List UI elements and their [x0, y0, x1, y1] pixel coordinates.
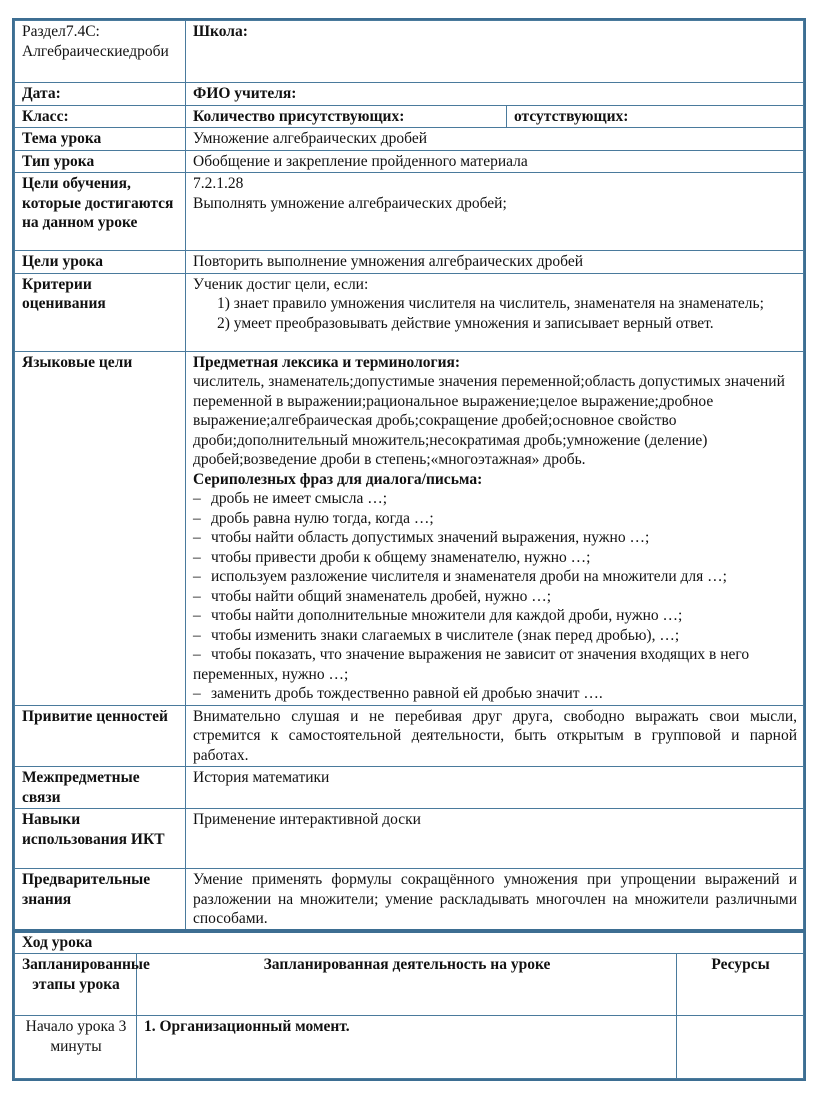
phrase-text: чтобы показать, что значение выражения не зависит от значения входящих в него переменных, нужно …;	[193, 646, 750, 683]
lesson-flow-title-row	[15, 931, 804, 954]
phrase-item	[193, 528, 797, 548]
lesson-goals-value: Повторить выполнение умножения алгебраических дробей	[186, 251, 804, 274]
dash-bullet-icon: –	[193, 529, 201, 546]
row-section	[15, 21, 804, 83]
row-ict	[15, 809, 804, 869]
lesson-plan-document	[14, 20, 803, 1079]
phrase-item	[193, 645, 797, 684]
criteria-cell	[186, 273, 804, 351]
row-date	[15, 83, 804, 106]
phrase-item	[193, 587, 797, 607]
date-label: Дата:	[15, 83, 186, 106]
absent-label: отсутствующих:	[507, 105, 804, 128]
dash-bullet-icon: –	[193, 646, 201, 663]
phrase-item	[193, 606, 797, 626]
interdisciplinary-value: История математики	[186, 767, 804, 809]
row-class	[15, 105, 804, 128]
phrase-item	[193, 509, 797, 529]
dash-bullet-icon: –	[193, 490, 201, 507]
criteria-item: 2) умеет преобразовывать действие умножения и записывает верный ответ.	[217, 314, 714, 332]
prior-knowledge-label: Предварительные знания	[15, 869, 186, 931]
ict-value: Применение интерактивной доски	[186, 809, 804, 869]
lesson-flow-header-row	[15, 954, 804, 1016]
column-header-stages: Запланированные этапы урока	[15, 954, 137, 1016]
activity-cell: 1. Организационный момент.	[137, 1016, 677, 1079]
criteria-label: Критерии оценивания	[15, 273, 186, 351]
row-language-goals	[15, 351, 804, 705]
phrase-item	[193, 489, 797, 509]
present-label: Количество присутствующих:	[186, 105, 507, 128]
language-goals-label: Языковые цели	[15, 351, 186, 705]
language-goals-cell	[186, 351, 804, 705]
phrase-text: чтобы изменить знаки слагаемых в числителе (знак перед дробью), …;	[211, 626, 680, 644]
phrase-text: дробь равна нулю тогда, когда …;	[211, 509, 434, 527]
learning-goals-cell	[186, 173, 804, 251]
lesson-flow-row	[15, 1016, 804, 1079]
phrase-item	[193, 567, 797, 587]
lesson-goals-label: Цели урока	[15, 251, 186, 274]
row-lesson-goals	[15, 251, 804, 274]
dash-bullet-icon: –	[193, 587, 201, 605]
criteria-item: 1) знает правило умножения числителя на числитель, знаменателя на знаменатель;	[217, 295, 764, 312]
vocab-text: числитель, знаменатель;допустимые значения переменной;область допустимых значений переменной в выражении;рациональное выражение;целое выражение;дробное выражение;алгебраическая дробь;сокращение дробей;основное свойство дроби;дополнительный множитель;несократимая дробь;умножение (деление) дробей;возведение дроби в степень;«многоэтажная» дробь.	[193, 373, 785, 468]
phrase-text: чтобы найти общий знаменатель дробей, нужно …;	[211, 587, 552, 605]
row-criteria	[15, 273, 804, 351]
type-value: Обобщение и закрепление пройденного материала	[186, 150, 804, 173]
learning-goals-label: Цели обучения, которые достигаются на данном уроке	[15, 173, 186, 251]
learning-goals-code: 7.2.1.28	[193, 175, 244, 192]
criteria-intro: Ученик достиг цели, если:	[193, 275, 369, 293]
phrases-list	[193, 489, 797, 704]
row-values	[15, 705, 804, 767]
dash-bullet-icon: –	[193, 509, 201, 527]
row-prior-knowledge	[15, 869, 804, 931]
dash-bullet-icon: –	[193, 548, 201, 566]
values-value: Внимательно слушая и не перебивая друг друга, свободно выражать свои мысли, стремится к самостоятельной деятельности, быть открытым в групповой и парной работах.	[186, 705, 804, 767]
phrase-text: используем разложение числителя и знаменателя дроби на множители для …;	[211, 568, 727, 585]
prior-knowledge-value: Умение применять формулы сокращённого умножения при упрощении выражений и разложении на множители; умение раскладывать многочлен на множители различными способами.	[186, 869, 804, 931]
interdisciplinary-label: Межпредметные связи	[15, 767, 186, 809]
row-interdisciplinary	[15, 767, 804, 809]
teacher-label: ФИО учителя:	[186, 83, 804, 106]
column-header-activity: Запланированная деятельность на уроке	[137, 954, 677, 1016]
row-learning-goals	[15, 173, 804, 251]
ict-label: Навыки использования ИКТ	[15, 809, 186, 869]
phrase-text: дробь не имеет смысла …;	[211, 490, 388, 507]
learning-goals-value: Выполнять умножение алгебраических дробей;	[193, 194, 507, 212]
topic-value: Умножение алгебраических дробей	[186, 128, 804, 151]
dash-bullet-icon: –	[193, 626, 201, 644]
lesson-plan-table	[14, 20, 804, 931]
class-label: Класс:	[15, 105, 186, 128]
phrase-item	[193, 548, 797, 568]
phrase-item	[193, 626, 797, 646]
row-topic	[15, 128, 804, 151]
column-header-resources: Ресурсы	[677, 954, 804, 1016]
phrase-text: чтобы найти дополнительные множители для каждой дроби, нужно …;	[211, 607, 683, 624]
phrase-item	[193, 684, 797, 704]
vocab-heading: Предметная лексика и терминология:	[193, 353, 461, 371]
resources-cell	[677, 1016, 804, 1079]
phrase-text: заменить дробь тождественно равной ей дробью значит ….	[211, 685, 603, 702]
lesson-flow-title: Ход урока	[15, 931, 804, 954]
dash-bullet-icon: –	[193, 568, 201, 585]
stage-cell: Начало урока 3 минуты	[15, 1016, 137, 1079]
values-label: Привитие ценностей	[15, 705, 186, 767]
topic-label: Тема урока	[15, 128, 186, 151]
phrases-heading: Сериполезных фраз для диалога/письма:	[193, 470, 483, 488]
section-label: Раздел7.4С: Алгебраическиедроби	[15, 21, 186, 83]
row-type	[15, 150, 804, 173]
type-label: Тип урока	[15, 150, 186, 173]
lesson-flow-table	[14, 931, 804, 1080]
school-label: Школа:	[186, 21, 804, 83]
phrase-text: чтобы найти область допустимых значений выражения, нужно …;	[211, 529, 650, 546]
dash-bullet-icon: –	[193, 607, 201, 624]
phrase-text: чтобы привести дроби к общему знаменателю, нужно …;	[211, 548, 591, 566]
dash-bullet-icon: –	[193, 685, 201, 702]
